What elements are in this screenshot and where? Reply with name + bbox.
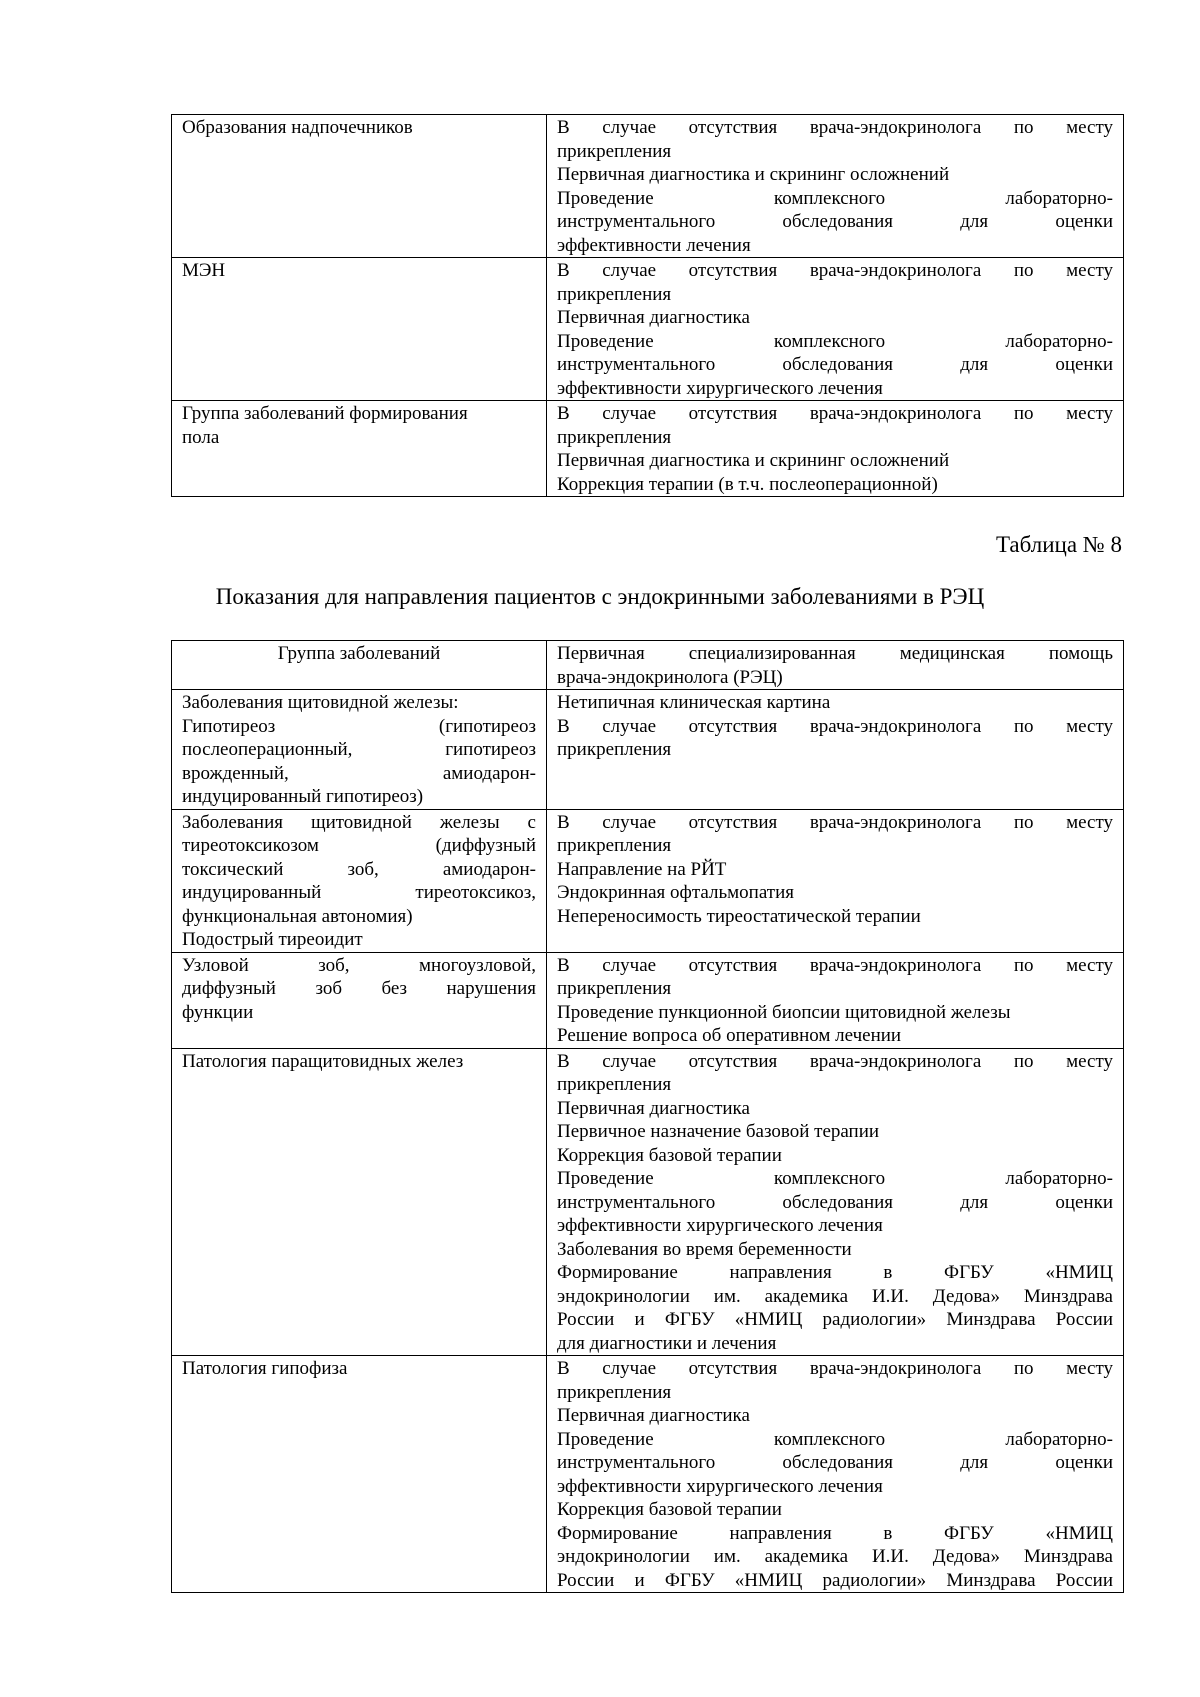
cell-line: прикрепления: [557, 426, 672, 448]
cell-line: Коррекция базовой терапии: [557, 1499, 782, 1520]
cell-line: Проведение комплексного лабораторно-: [557, 330, 1113, 352]
cell-indications: [547, 809, 1124, 952]
cell-line: Проведение комплексного лабораторно-: [557, 187, 1113, 209]
cell-line: Заболевания щитовидной железы с: [182, 811, 536, 833]
cell-line: послеоперационный, гипотиреоз: [182, 739, 536, 760]
cell-line: Подострый тиреоидит: [182, 929, 363, 950]
cell-line: Первичная диагностика и скрининг осложнений: [557, 164, 950, 185]
table-continued-body: [172, 115, 1124, 497]
cell-line: Гипотиреоз (гипотиреоз: [182, 715, 536, 737]
cell-line: Решение вопроса об оперативном лечении: [557, 1025, 902, 1046]
cell-line: функциональная автономия): [182, 905, 413, 927]
cell-disease-group: [172, 809, 547, 952]
cell-line: Образования надпочечников: [182, 117, 413, 138]
table-row: [172, 809, 1124, 952]
cell-disease-group: [172, 401, 547, 497]
cell-line: функции: [182, 1001, 254, 1023]
cell-line: эффективности хирургического лечения: [557, 377, 883, 399]
cell-indications: [547, 690, 1124, 810]
cell-line: инструментального обследования для оценки: [557, 211, 1113, 232]
cell-line: индуцированный гипотиреоз): [182, 786, 424, 807]
cell-line: Нетипичная клиническая картина: [557, 692, 831, 713]
table-8: [171, 640, 1124, 1593]
cell-line: пола: [182, 426, 220, 448]
cell-line: Заболевания щитовидной железы:: [182, 692, 459, 713]
cell-line: Группа заболеваний формирования: [182, 403, 468, 424]
cell-line: Направление на РЙТ: [557, 858, 727, 880]
cell-line: Первичная диагностика: [557, 1405, 750, 1426]
header-col-care: [547, 641, 1124, 690]
cell-line: Проведение комплексного лабораторно-: [557, 1428, 1113, 1450]
cell-line: эффективности хирургического лечения: [557, 1475, 883, 1497]
cell-line: для диагностики и лечения: [557, 1332, 777, 1354]
cell-line: прикрепления: [557, 835, 672, 856]
cell-line: Эндокринная офтальмопатия: [557, 882, 794, 903]
cell-line: Коррекция базовой терапии: [557, 1144, 782, 1166]
cell-line: эндокринологии им. академика И.И. Дедова» Минздрава: [557, 1546, 1113, 1567]
cell-line: прикрепления: [557, 1381, 672, 1403]
cell-line: В случае отсутствия врача-эндокринолога по месту: [557, 260, 1113, 281]
cell-line: В случае отсутствия врача-эндокринолога по месту: [557, 1358, 1113, 1379]
cell-line: Первичная диагностика: [557, 1097, 750, 1119]
cell-line: прикрепления: [557, 978, 672, 999]
table-title: Показания для направления пациентов с эндокринными заболеваниями в РЭЦ: [215, 584, 985, 609]
cell-line: Узловой зоб, многоузловой,: [182, 954, 536, 976]
header-col-group: Группа заболеваний: [172, 641, 547, 690]
cell-indications: [547, 115, 1124, 258]
table-8-body: [172, 690, 1124, 1593]
cell-line: Проведение пункционной биопсии щитовидной железы: [557, 1001, 1011, 1023]
cell-line: Патология гипофиза: [182, 1358, 348, 1379]
cell-line: В случае отсутствия врача-эндокринолога по месту: [557, 403, 1113, 424]
table-row: [172, 690, 1124, 810]
cell-disease-group: [172, 952, 547, 1048]
cell-indications: [547, 258, 1124, 401]
cell-line: В случае отсутствия врача-эндокринолога по месту: [557, 117, 1113, 138]
cell-line: диффузный зоб без нарушения: [182, 978, 536, 999]
cell-line: Формирование направления в ФГБУ «НМИЦ: [557, 1262, 1113, 1283]
cell-line: МЭН: [182, 260, 226, 281]
cell-indications: [547, 952, 1124, 1048]
cell-line: эффективности хирургического лечения: [557, 1215, 883, 1236]
cell-indications: [547, 1048, 1124, 1356]
cell-line: России и ФГБУ «НМИЦ радиологии» Минздрава России: [557, 1569, 1113, 1591]
cell-disease-group: [172, 258, 547, 401]
table-row: [172, 258, 1124, 401]
table-number: Таблица № 8: [995, 532, 1122, 557]
cell-line: эффективности лечения: [557, 234, 751, 256]
table-row: [172, 401, 1124, 497]
cell-line: В случае отсутствия врача-эндокринолога по месту: [557, 1050, 1113, 1072]
table-header-row: [172, 641, 1124, 690]
cell-line: индуцированный тиреотоксикоз,: [182, 882, 536, 903]
cell-line: Патология паращитовидных желез: [182, 1050, 464, 1072]
table-continued: [171, 114, 1124, 497]
cell-disease-group: [172, 690, 547, 810]
cell-line: Непереносимость тиреостатической терапии: [557, 905, 921, 927]
table-row: [172, 1356, 1124, 1593]
cell-disease-group: [172, 1356, 547, 1593]
cell-line: эндокринологии им. академика И.И. Дедова» Минздрава: [557, 1285, 1113, 1307]
cell-line: В случае отсутствия врача-эндокринолога по месту: [557, 811, 1113, 833]
cell-line: врожденный, амиодарон-: [182, 762, 536, 784]
cell-indications: [547, 401, 1124, 497]
cell-line: токсический зоб, амиодарон-: [182, 858, 536, 880]
cell-line: прикрепления: [557, 283, 672, 305]
cell-line: тиреотоксикозом (диффузный: [182, 835, 536, 856]
cell-line: Первичная специализированная медицинская помощь: [557, 643, 1113, 664]
cell-line: Первичная диагностика: [557, 307, 750, 328]
cell-line: прикрепления: [557, 739, 672, 760]
table-row: [172, 1048, 1124, 1356]
cell-line: врача-эндокринолога (РЭЦ): [557, 666, 783, 688]
cell-disease-group: [172, 115, 547, 258]
cell-line: В случае отсутствия врача-эндокринолога по месту: [557, 715, 1113, 737]
cell-line: Коррекция терапии (в т.ч. послеоперационной): [557, 473, 938, 495]
cell-line: инструментального обследования для оценки: [557, 1191, 1113, 1213]
cell-line: инструментального обследования для оценки: [557, 1452, 1113, 1473]
cell-line: Первичное назначение базовой терапии: [557, 1121, 880, 1142]
table-row: [172, 115, 1124, 258]
cell-line: Первичная диагностика и скрининг осложнений: [557, 450, 950, 471]
table-row: [172, 952, 1124, 1048]
cell-line: прикрепления: [557, 1074, 672, 1095]
cell-line: инструментального обследования для оценки: [557, 354, 1113, 375]
cell-line: Проведение комплексного лабораторно-: [557, 1168, 1113, 1189]
cell-line: России и ФГБУ «НМИЦ радиологии» Минздрава России: [557, 1309, 1113, 1330]
cell-disease-group: [172, 1048, 547, 1356]
cell-line: В случае отсутствия врача-эндокринолога по месту: [557, 954, 1113, 976]
cell-line: Формирование направления в ФГБУ «НМИЦ: [557, 1522, 1113, 1544]
cell-line: Заболевания во время беременности: [557, 1238, 852, 1260]
cell-indications: [547, 1356, 1124, 1593]
cell-line: прикрепления: [557, 140, 672, 162]
